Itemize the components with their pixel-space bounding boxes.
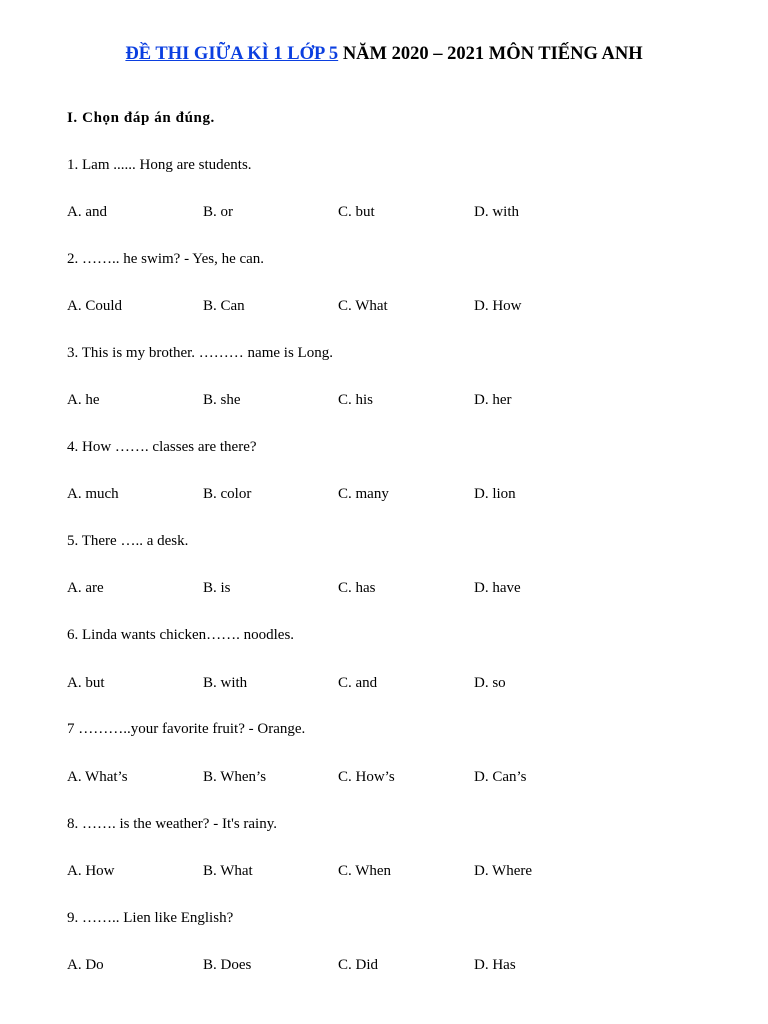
title-rest: NĂM 2020 – 2021 MÔN TIẾNG ANH xyxy=(338,44,643,64)
option-4d: D. lion xyxy=(474,486,516,502)
option-1c: C. but xyxy=(338,204,375,220)
option-4c: C. many xyxy=(338,486,389,502)
question-7: 7 ………..your favorite fruit? - Orange. xyxy=(67,721,306,737)
option-9a: A. Do xyxy=(67,957,104,973)
option-5d: D. have xyxy=(474,580,521,596)
option-3d: D. her xyxy=(474,392,512,408)
option-8d: D. Where xyxy=(474,863,533,879)
option-7b: B. When’s xyxy=(203,769,267,785)
option-6a: A. but xyxy=(67,675,105,691)
option-5a: A. are xyxy=(67,580,104,596)
option-2c: C. What xyxy=(338,298,388,314)
option-8b: B. What xyxy=(203,863,253,879)
title-link[interactable]: ĐỀ THI GIỮA KÌ 1 LỚP 5 xyxy=(125,44,339,64)
question-4: 4. How ……. classes are there? xyxy=(67,439,257,455)
question-6: 6. Linda wants chicken……. noodles. xyxy=(67,627,295,643)
option-8a: A. How xyxy=(67,863,115,879)
question-3: 3. This is my brother. ……… name is Long. xyxy=(67,345,333,361)
option-4b: B. color xyxy=(203,486,252,502)
option-1a: A. and xyxy=(67,204,107,220)
section-heading: I. Chọn đáp án đúng. xyxy=(67,110,215,126)
option-2d: D. How xyxy=(474,298,522,314)
question-2: 2. …….. he swim? - Yes, he can. xyxy=(67,251,265,267)
option-5b: B. is xyxy=(203,580,231,596)
option-9c: C. Did xyxy=(338,957,379,973)
option-4a: A. much xyxy=(67,486,119,502)
option-3c: C. his xyxy=(338,392,374,408)
option-1d: D. with xyxy=(474,204,519,220)
option-9b: B. Does xyxy=(203,957,252,973)
option-5c: C. has xyxy=(338,580,376,596)
question-1: 1. Lam ...... Hong are students. xyxy=(67,157,252,173)
document-title xyxy=(0,44,768,65)
option-6b: B. with xyxy=(203,675,248,691)
option-9d: D. Has xyxy=(474,957,516,973)
option-3b: B. she xyxy=(203,392,241,408)
option-7a: A. What’s xyxy=(67,769,128,785)
option-6d: D. so xyxy=(474,675,506,691)
option-6c: C. and xyxy=(338,675,378,691)
option-3a: A. he xyxy=(67,392,100,408)
question-9: 9. …….. Lien like English? xyxy=(67,910,234,926)
option-7c: C. How’s xyxy=(338,769,395,785)
option-2b: B. Can xyxy=(203,298,245,314)
question-5: 5. There ….. a desk. xyxy=(67,533,189,549)
option-7d: D. Can’s xyxy=(474,769,527,785)
option-1b: B. or xyxy=(203,204,233,220)
option-2a: A. Could xyxy=(67,298,123,314)
option-8c: C. When xyxy=(338,863,392,879)
question-8: 8. ……. is the weather? - It's rainy. xyxy=(67,816,277,832)
